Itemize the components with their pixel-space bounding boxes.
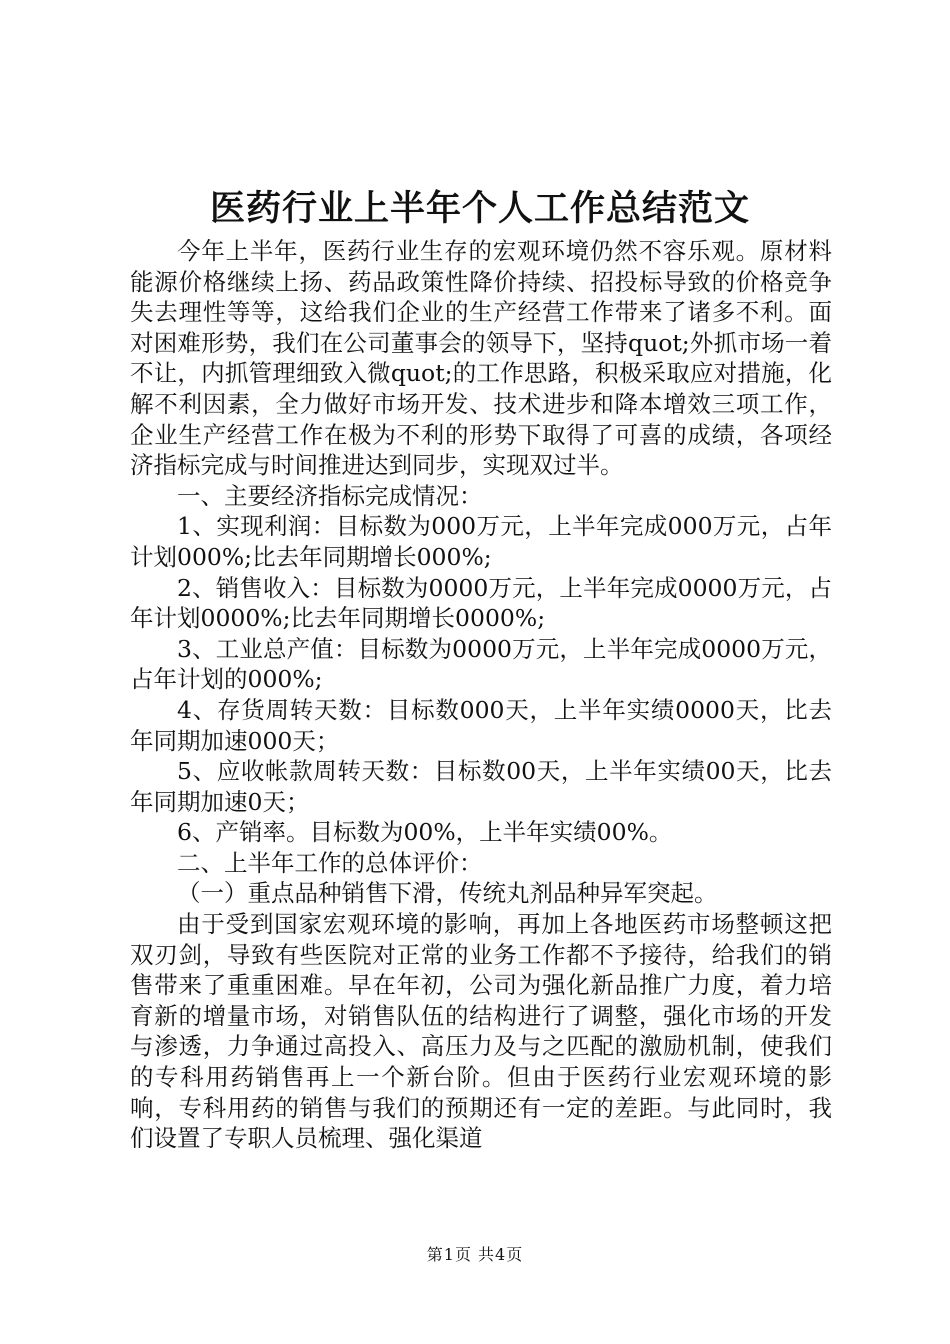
item-profit: 1、实现利润：目标数为000万元，上半年完成000万元，占年计划000%;比去年同期增长000%; (130, 512, 832, 571)
paragraph-intro: 今年上半年，医药行业生存的宏观环境仍然不容乐观。原材料能源价格继续上扬、药品政策性降价持续、招投标导致的价格竞争失去理性等等，这给我们企业的生产经营工作带来了诸多不利。面对困难形势，我们在公司董事会的领导下，坚持quot;外抓市场一着不让，内抓管理细致入微quot;的工作思路，积极采取应对措施，化解不利因素，全力做好市场开发、技术进步和降本增效三项工作，企业生产经营工作在极为不利的形势下取得了可喜的成绩，各项经济指标完成与时间推进达到同步，实现双过半。 (130, 237, 832, 480)
document-body (130, 236, 832, 1154)
heading-overall-evaluation: 二、上半年工作的总体评价： (177, 848, 483, 877)
item-receivables-turnover: 5、应收帐款周转天数：目标数00天，上半年实绩00天，比去年同期加速0天； (130, 757, 832, 816)
item-sales-rate: 6、产销率。目标数为00%，上半年实绩00%。 (177, 818, 673, 847)
subheading-key-products: （一）重点品种销售下滑，传统丸剂品种异军突起。 (177, 879, 718, 908)
page-indicator: 第1页 共4页 (426, 1245, 524, 1264)
document-title: 医药行业上半年个人工作总结范文 (209, 188, 750, 229)
item-industrial-output: 3、工业总产值：目标数为0000万元，上半年完成0000万元，占年计划的000%; (130, 634, 832, 694)
item-sales-revenue: 2、销售收入：目标数为0000万元，上半年完成0000万元，占年计划0000%;比去年同期增长0000%; (130, 573, 832, 633)
item-inventory-turnover: 4、存货周转天数：目标数000天，上半年实绩0000天，比去年同期加速000天； (130, 695, 832, 755)
paragraph-sales-analysis: 由于受到国家宏观环境的影响，再加上各地医药市场整顿这把双刃剑，导致有些医院对正常的业务工作都不予接待，给我们的销售带来了重重困难。早在年初，公司为强化新品推广力度，着力培育新的增量市场，对销售队伍的结构进行了调整，强化市场的开发与渗透，力争通过高投入、高压力及与之匹配的激励机制，使我们的专科用药销售再上一个新台阶。但由于医药行业宏观环境的影响，专科用药的销售与我们的预期还有一定的差距。与此同时，我们设置了专职人员梳理、强化渠道 (130, 910, 832, 1153)
heading-main-indicators: 一、主要经济指标完成情况： (177, 481, 483, 510)
